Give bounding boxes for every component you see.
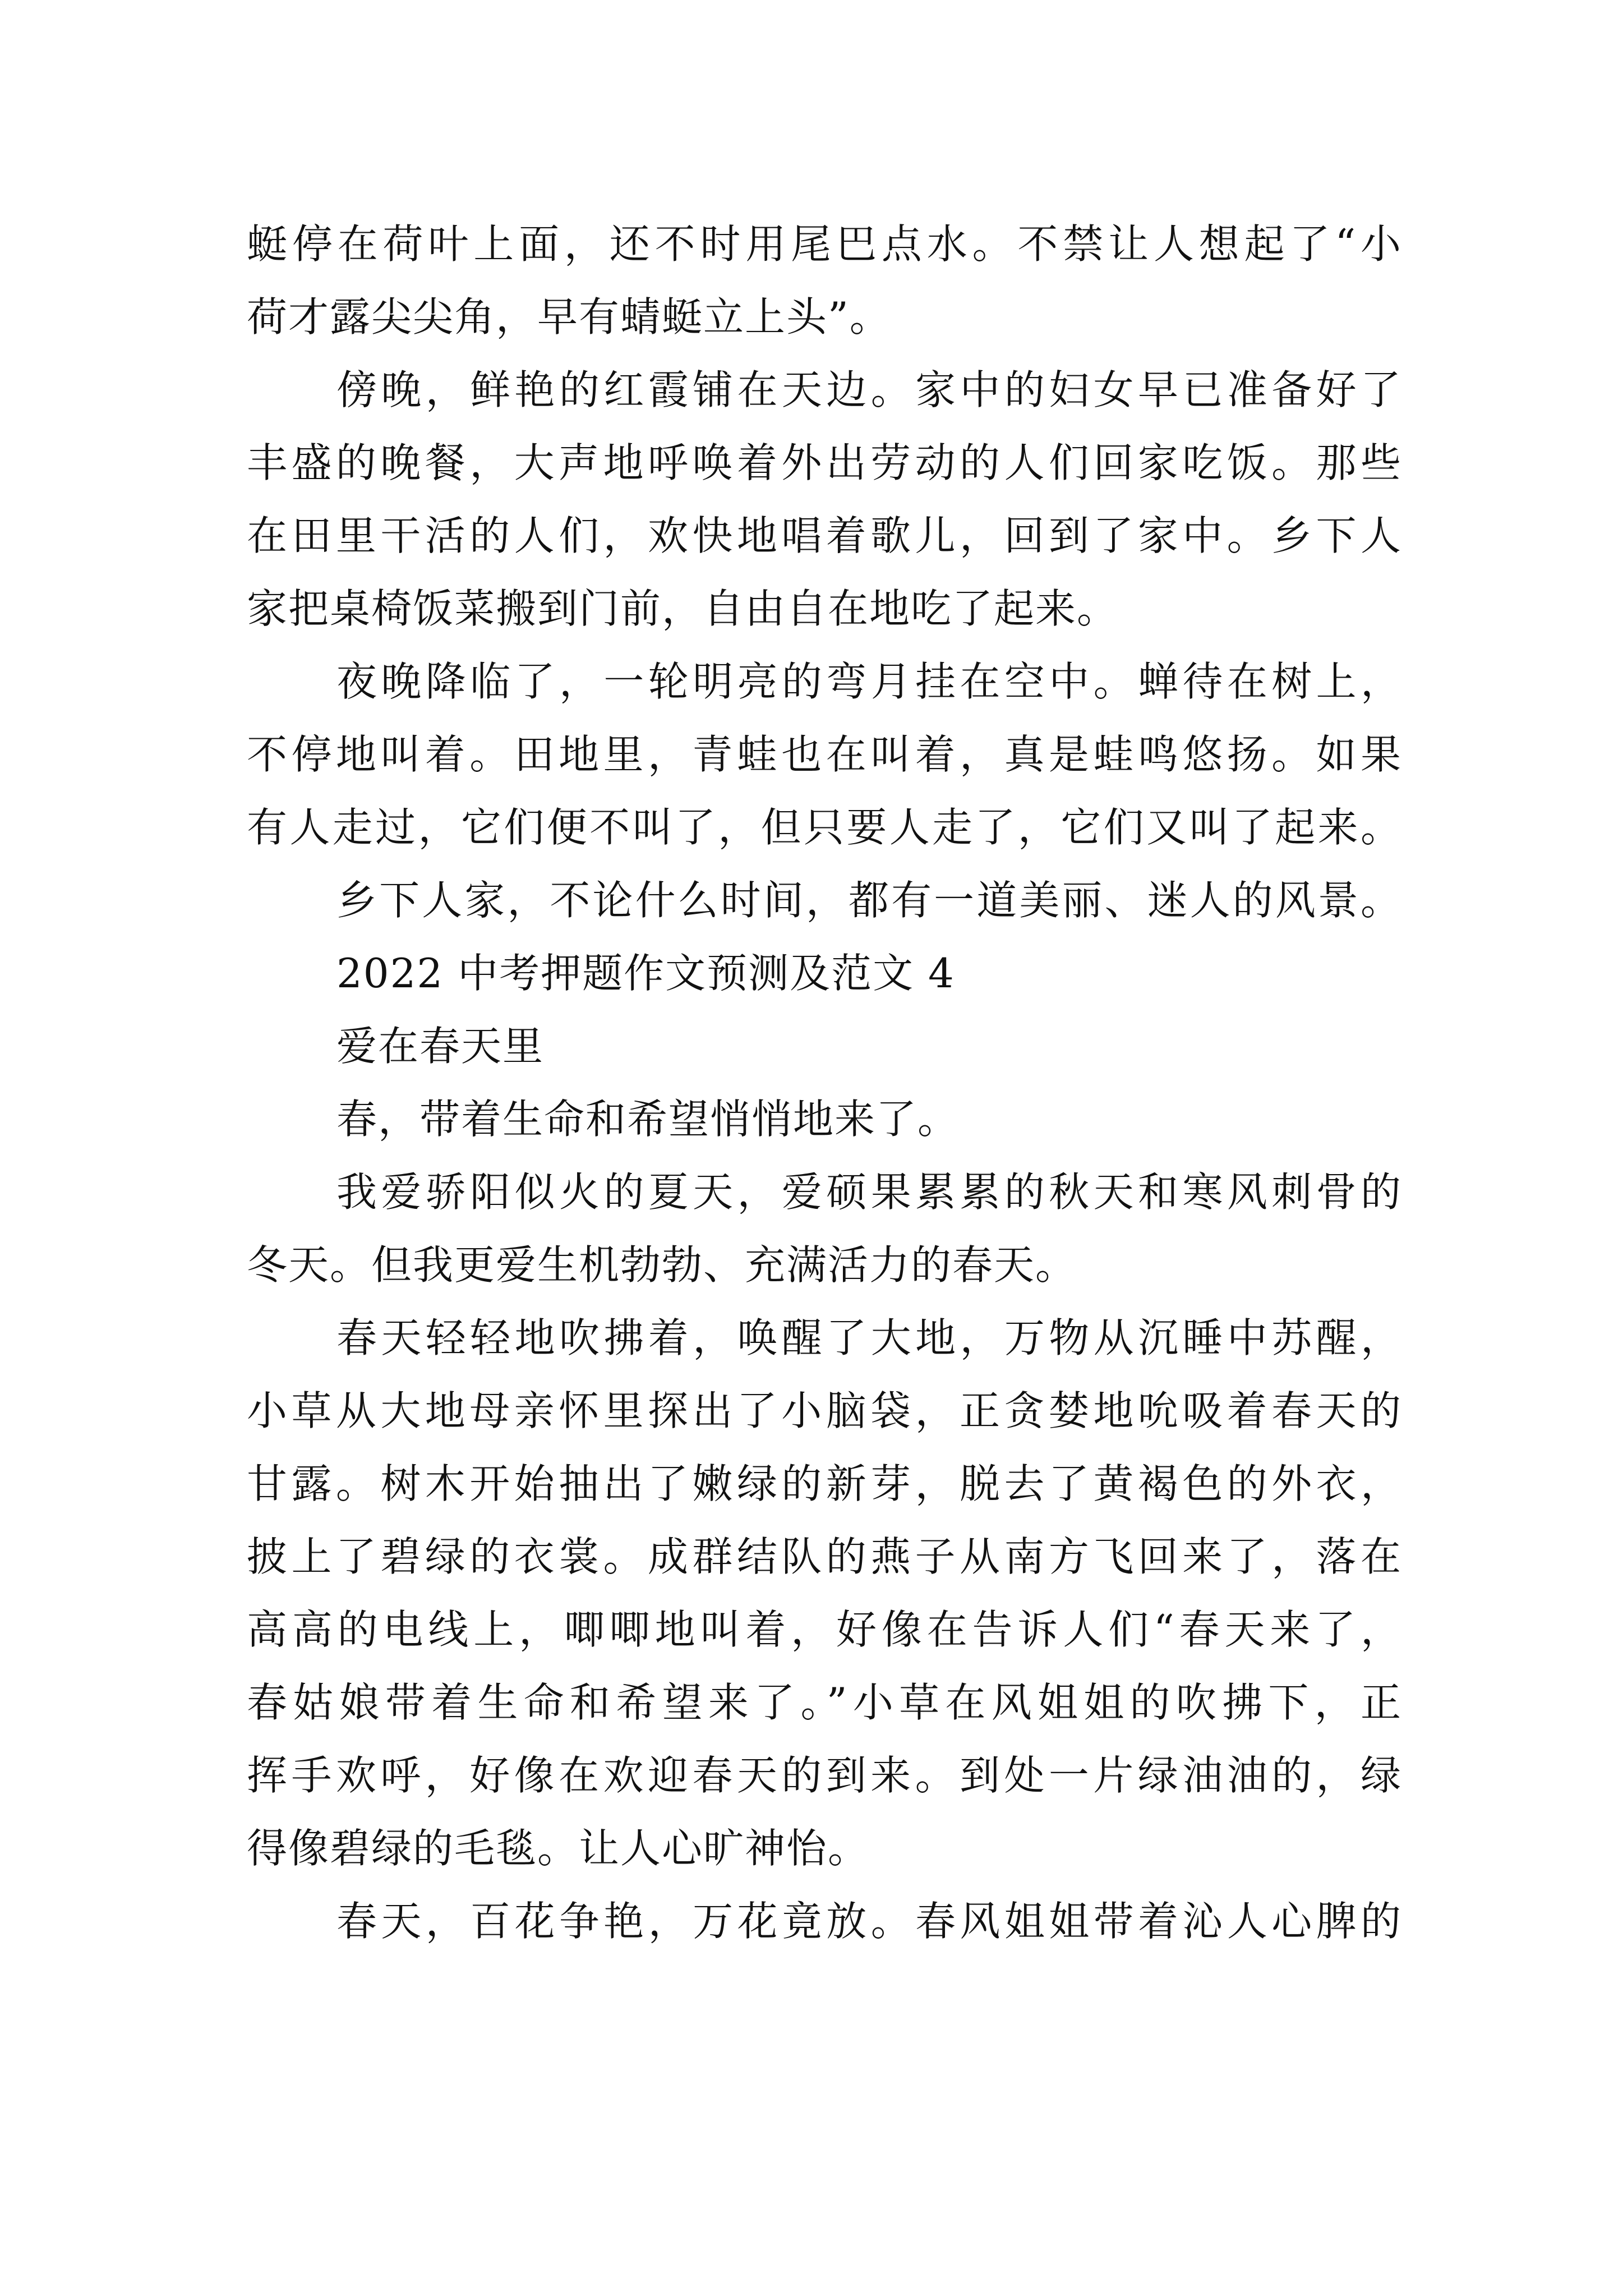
text-line: 荷才露尖尖角，早有蜻蜓立上头”。 <box>247 293 891 341</box>
section-heading: 2022 中考押题作文预测及范文 4 <box>336 950 955 997</box>
text-line: 傍晚，鲜艳的红霞铺在天边。家中的妇女早已准备好了 <box>336 366 1402 413</box>
text-line: 挥手欢呼，好像在欢迎春天的到来。到处一片绿油油的，绿 <box>247 1752 1402 1799</box>
text-line: 蜓停在荷叶上面，还不时用尾巴点水。不禁让人想起了“小 <box>247 220 1402 268</box>
text-line: 有人走过，它们便不叫了，但只要人走了，它们又叫了起来。 <box>247 804 1402 851</box>
text-line: 家把桌椅饭菜搬到门前，自由自在地吃了起来。 <box>247 585 1119 632</box>
text-line: 在田里干活的人们，欢快地唱着歌儿，回到了家中。乡下人 <box>247 512 1402 559</box>
text-line: 冬天。但我更爱生机勃勃、充满活力的春天。 <box>247 1241 1077 1289</box>
text-line: 春天轻轻地吹拂着，唤醒了大地，万物从沉睡中苏醒， <box>336 1314 1402 1361</box>
text-line: 乡下人家，不论什么时间，都有一道美丽、迷人的风景。 <box>336 877 1402 924</box>
text-line: 小草从大地母亲怀里探出了小脑袋，正贪婪地吮吸着春天的 <box>247 1387 1402 1434</box>
text-line: 丰盛的晚餐，大声地呼唤着外出劳动的人们回家吃饭。那些 <box>247 439 1402 486</box>
text-line: 春天，百花争艳，万花竟放。春风姐姐带着沁人心脾的 <box>336 1898 1402 1945</box>
text-line: 我爱骄阳似火的夏天，爱硕果累累的秋天和寒风刺骨的 <box>336 1168 1402 1216</box>
text-line: 春姑娘带着生命和希望来了。”小草在风姐姐的吹拂下，正 <box>247 1679 1402 1726</box>
text-line: 得像碧绿的毛毯。让人心旷神怡。 <box>247 1825 870 1872</box>
text-line: 夜晚降临了，一轮明亮的弯月挂在空中。蝉待在树上， <box>336 658 1402 705</box>
text-line: 高高的电线上，唧唧地叫着，好像在告诉人们“春天来了， <box>247 1606 1402 1653</box>
text-line: 披上了碧绿的衣裳。成群结队的燕子从南方飞回来了，落在 <box>247 1533 1402 1580</box>
text-line: 不停地叫着。田地里，青蛙也在叫着，真是蛙鸣悠扬。如果 <box>247 731 1402 778</box>
text-line: 春，带着生命和希望悄悄地来了。 <box>336 1096 960 1143</box>
essay-title: 爱在春天里 <box>336 1023 545 1070</box>
text-line: 甘露。树木开始抽出了嫩绿的新芽，脱去了黄褐色的外衣， <box>247 1460 1402 1507</box>
